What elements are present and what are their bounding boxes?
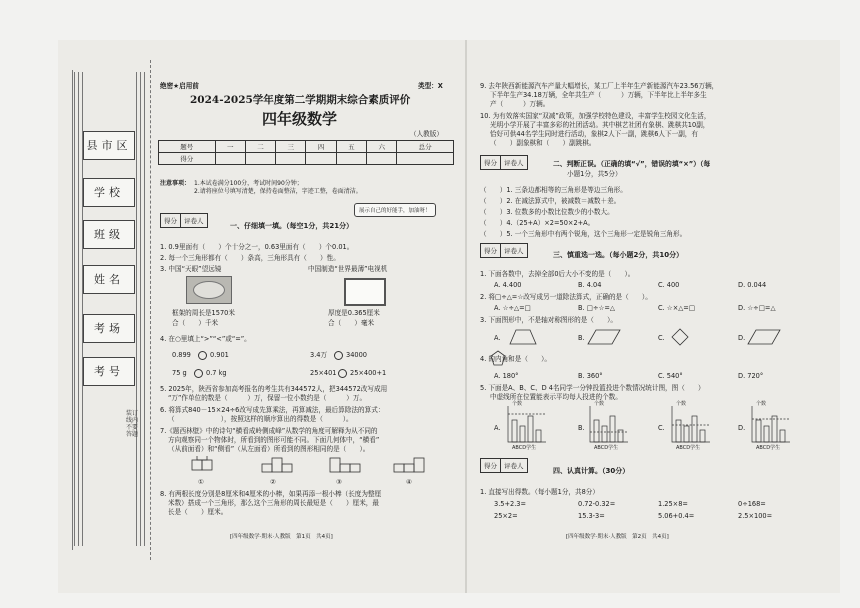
choice-option: C. [658, 424, 665, 432]
notice-label: 注意事项： [160, 180, 191, 187]
question-text: 25×400+1 [350, 369, 387, 377]
grader-score-label: 得分 [481, 244, 501, 257]
question: 10. 为有效落实国家“双减”政策，加强学校特色建设，丰富学生校园文化生活， [480, 112, 711, 120]
figure-label: ② [270, 478, 276, 486]
chart-axis-label: 个数 [676, 401, 687, 407]
figure-label: ③ [336, 478, 342, 486]
chart-axis-label: 个数 [594, 401, 605, 407]
question-text: 恰好可供44名学生同时进行活动，象棋2人下一副，跳棋6人下一副，有 [490, 130, 698, 138]
figure-label: ④ [406, 478, 412, 486]
question-text: 光明小学开展了丰富多彩的社团活动。其中棋艺社团有象棋、跳棋共10副， [490, 121, 710, 129]
margin-line [78, 72, 79, 546]
chart-x-label: ABCD学生 [756, 445, 781, 451]
choice-question: 3. 下面图形中，不是轴对称图形的是（ ）。 [480, 316, 617, 324]
choice-option: A. 4.400 [494, 281, 522, 289]
score-cell [245, 153, 275, 165]
choice-option: A. 180° [494, 372, 519, 380]
score-header: 一 [215, 141, 245, 153]
side-label-class: 班级 [83, 220, 135, 249]
margin-line [144, 72, 145, 546]
calc-item: 15.3-3= [578, 512, 605, 520]
calc-item: 3.5+2.3= [494, 500, 527, 508]
mini-bar-charts [500, 402, 830, 448]
score-header: 三 [276, 141, 306, 153]
question: 4. 在○里填上“>”“<”或“=”。 [160, 335, 251, 343]
choice-option: B. 4.04 [578, 281, 602, 289]
side-label-exam-number: 考号 [83, 357, 135, 386]
question-text: （ ）副象棋和（ ）副跳棋。 [490, 139, 596, 147]
page-footer: [四年级数学·期末·人教版 第1页 共4页] [230, 534, 333, 540]
compare-circle[interactable] [198, 351, 207, 360]
calc-item: 25×2= [494, 512, 518, 520]
question-text: 方向观察同一个物体时，所看到的图形可能不同。下面几何体中，“横看” [168, 436, 380, 444]
question: 8. 有两根长度分别是8厘米和4厘米的小棒，如果再添一根小棒（长度为整厘 [160, 490, 382, 498]
question-text: 75 g [172, 369, 187, 377]
choice-question: 1. 下面各数中，去掉全部0后大小不变的是（ ）。 [480, 270, 635, 278]
secret-label: 绝密★启用前 [160, 82, 199, 90]
question: 1. 0.9里面有（ ）个十分之一，0.63里面有（ ）个0.01。 [160, 243, 354, 251]
subject-title: 四年级数学 [262, 110, 338, 128]
calc-item: 5.06+0.4= [658, 512, 695, 520]
question-text: 厚度是0.365厘米 [328, 309, 380, 317]
question-text: “万”作单位的数是（ ）万，保留一位小数约是（ ）万。 [168, 394, 367, 402]
chart-x-label: ABCD学生 [676, 445, 701, 451]
judge-item: （ ）4.（25+A）×2=50×2+A。 [480, 219, 595, 227]
score-cell [367, 153, 397, 165]
choice-option: C. 400 [658, 281, 680, 289]
score-cell [306, 153, 336, 165]
compare-circle[interactable] [194, 369, 203, 378]
edition-label: （人教版） [410, 130, 443, 138]
section4-title: 四、认真计算。（30分） [553, 467, 630, 475]
score-header: 二 [245, 141, 275, 153]
notice-line: 2.请将座位号填写清楚，保持卷面整洁，字迹工整，卷面清洁。 [194, 188, 362, 195]
choice-option: C. 540° [658, 372, 683, 380]
choice-option: B. [578, 334, 585, 342]
calc-item: 2.5×100= [738, 512, 773, 520]
choice-option: D. 0.044 [738, 281, 767, 289]
question-text: 米数）搭成一个三角形，那么这个三角形的周长最短是（ ）厘米，最 [168, 499, 379, 507]
score-row-label: 得分 [159, 153, 216, 165]
question-text: 0.899 [172, 351, 191, 359]
question: 3. 中国“天眼”望远镜 [160, 265, 222, 273]
question-text: 合（ ）毫米 [328, 319, 375, 327]
section2-subtitle: 小题1分，共5分） [567, 170, 622, 178]
section1-title: 一、仔细填一填。（每空1分，共21分） [230, 222, 354, 230]
notice-line: 1.本试卷满分100分，考试时间90分钟； [194, 180, 303, 187]
question: 5. 2025年，陕西省参加高考报名的考生共有344572人，把344572改写成用 [160, 385, 388, 393]
score-cell [397, 153, 454, 165]
tv-image [344, 278, 386, 306]
choice-question: 2. 将□÷△=☆改写成另一道除法算式，正确的是（ ）。 [480, 293, 652, 301]
side-label-exam-room: 考场 [83, 314, 135, 343]
choice-option: B. [578, 424, 585, 432]
score-cell [276, 153, 306, 165]
cut-line [150, 60, 152, 560]
choice-option: D. [738, 424, 746, 432]
choice-question: 4. 的内角和是（ ）。 [480, 355, 552, 363]
question-text: 中国制造“世界最薄”电视机 [308, 265, 388, 273]
choice-option: C. [658, 334, 665, 342]
chart-x-label: ABCD学生 [512, 445, 537, 451]
choice-option: D. [738, 334, 746, 342]
side-label-county: 县市区 [83, 131, 135, 160]
question-text: 合（ ）千米 [172, 319, 219, 327]
grader-box [480, 155, 528, 170]
calc-item: 0.72-0.32= [578, 500, 616, 508]
judge-item: （ ）1. 三条边都相等的三角形是等边三角形。 [480, 186, 627, 194]
grader-reviewer-label: 评卷人 [504, 247, 524, 255]
encouragement-stamp: 展示自己的好能手，加油呀！ [354, 203, 436, 217]
margin-line [140, 72, 141, 546]
section3-title: 三、慎重选一选。（每小题2分，共10分） [553, 251, 684, 259]
score-cell [215, 153, 245, 165]
score-table [158, 140, 454, 165]
choice-option: A. [494, 334, 501, 342]
question-text: 框架的周长是1570米 [172, 309, 235, 317]
question-text: 产（ ）万辆。 [490, 100, 550, 108]
score-header: 总分 [397, 141, 454, 153]
judge-item: （ ）3. 位数多的小数比位数少的小数大。 [480, 208, 614, 216]
grader-score-label: 得分 [481, 459, 501, 472]
choice-option: A. [494, 424, 501, 432]
exam-title: 2024-2025学年度第二学期期末综合素质评价 [190, 94, 411, 106]
grader-reviewer-label: 评卷人 [504, 159, 524, 167]
grader-box [480, 458, 528, 473]
question: 7.《题西林壁》中的诗句“横看成岭侧成峰”从数学的角度可解释为从不同的 [160, 427, 378, 435]
question-text: 34000 [346, 351, 367, 359]
compare-circle[interactable] [338, 369, 347, 378]
margin-line [74, 72, 75, 546]
question-text: 下半年生产34.18万辆，全年共生产（ ）万辆，下半年比上半年多生 [490, 91, 707, 99]
choice-option: B. 360° [578, 372, 603, 380]
side-label-school: 学校 [83, 178, 135, 207]
score-cell [336, 153, 366, 165]
choice-option: B. □÷☆=△ [578, 304, 615, 312]
question-text: （从前面看）和“侧看”（从左面看）所看到的图形相同的是（ ）。 [168, 445, 370, 453]
chart-axis-label: 个数 [756, 401, 767, 407]
grader-score-label: 得分 [161, 214, 181, 227]
question-text: 中虚线所在位置能表示平均每人投进的个数。 [490, 393, 622, 401]
choice-question: 5. 下面是A、B、C、D 4名同学一分钟投篮投进个数情况统计图，图（ ） [480, 384, 705, 392]
grader-score-label: 得分 [481, 156, 501, 169]
question: 9. 去年陕西新能源汽车产量大幅增长，某工厂上半年生产新能源汽车23.56万辆， [480, 82, 719, 90]
section2-title: 二、判断正误。（正确的填“√”，错误的填“×”）（每 [553, 160, 711, 168]
figure-label: ① [198, 478, 204, 486]
question-text: 3.4万 [310, 351, 328, 359]
margin-line [136, 72, 137, 546]
choice-option: C. ☆×△=□ [658, 304, 696, 312]
judge-item: （ ）2. 在减法算式中，被减数＝减数＋差。 [480, 197, 621, 205]
question-text: 25×401 [310, 369, 337, 377]
score-header: 四 [306, 141, 336, 153]
choice-option: A. ☆÷△=□ [494, 304, 531, 312]
grader-reviewer-label: 评卷人 [504, 462, 524, 470]
page-footer: [四年级数学·期末·人教版 第2页 共4页] [566, 534, 669, 540]
telescope-photo [186, 276, 232, 304]
question-text: 长是（ ）厘米。 [168, 508, 228, 516]
question-text: （ ），按照这样的顺序算出的得数是（ ）。 [168, 415, 353, 423]
binding-note: 装订线内不要答题 [126, 410, 139, 438]
question: 2. 每一个三角形都有（ ）条高，三角形具有（ ）性。 [160, 254, 340, 262]
shape-options [500, 326, 800, 348]
side-label-name: 姓名 [83, 265, 135, 294]
chart-x-label: ABCD学生 [594, 445, 619, 451]
calc-item: 1.25×8= [658, 500, 688, 508]
score-header: 六 [367, 141, 397, 153]
grader-box [480, 243, 528, 258]
grader-box [160, 213, 208, 228]
question-text: 0.7 kg [206, 369, 227, 377]
score-header: 五 [336, 141, 366, 153]
paper-type: 类型：X [418, 82, 443, 90]
judge-item: （ ）5. 一个三角形中有两个锐角，这个三角形一定是锐角三角形。 [480, 230, 687, 238]
compare-circle[interactable] [334, 351, 343, 360]
choice-option: D. ☆÷□=△ [738, 304, 776, 312]
question: 6. 将算式840－15×24÷6改写成先算乘法，再算减法，最后算除法的算式： [160, 406, 385, 414]
choice-option: D. 720° [738, 372, 764, 380]
chart-axis-label: 个数 [512, 401, 523, 407]
question-text: 0.901 [210, 351, 229, 359]
pentagon-figure [490, 350, 506, 366]
page-fold [465, 40, 467, 593]
score-header: 题号 [159, 141, 216, 153]
calc-instructions: 1. 直接写出得数。（每小题1分，共8分） [480, 488, 599, 496]
calc-item: 0÷168= [738, 500, 766, 508]
grader-reviewer-label: 评卷人 [184, 217, 204, 225]
